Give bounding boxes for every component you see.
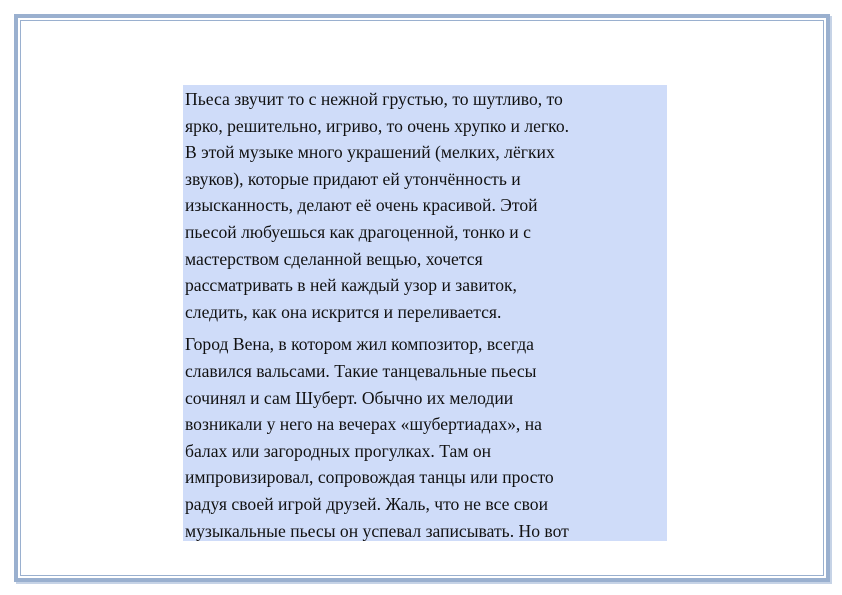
- paragraph-2: Город Вена, в котором жил композитор, всегда славился вальсами. Такие танцевальные пьесы сочинял и сам Шуберт. Обычно их мелодии возникали у него на вечерах «шубертиадах», на балах или загородных прогулках. Там он импровизировал, сопровождая танцы или просто радуя своей игрой друзей. Жаль, что не все свои музыкальные пьесы он успевал записывать. Но вот: [185, 334, 569, 541]
- text-block: [183, 85, 667, 541]
- paragraph-1: Пьеса звучит то с нежной грустью, то шутливо, то ярко, решительно, игриво, то очень хрупко и легко. В этой музыке много украшений (мелких, лёгких звуков), которые придают ей утончённость и изысканность, делают её очень красивой. Этой пьесой любуешься как драгоценной, тонко и с мастерством сделанной вещью, хочется рассматривать в ней каждый узор и завиток, следить, как она искрится и переливается.: [185, 89, 570, 322]
